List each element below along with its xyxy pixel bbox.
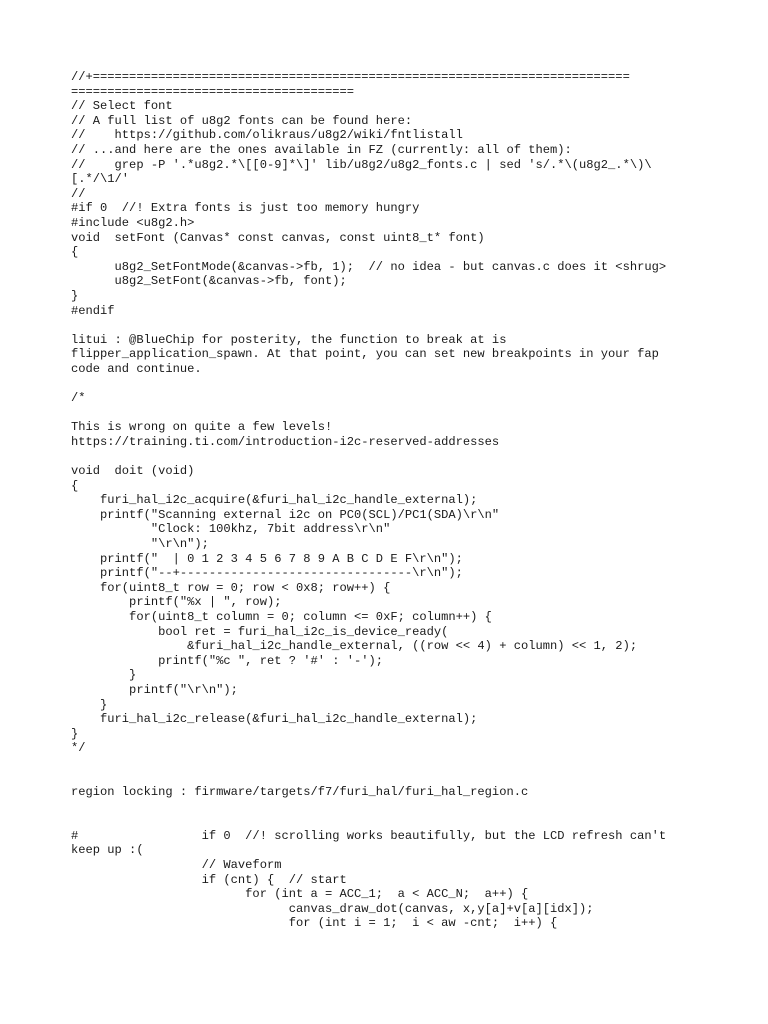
- text-line: // Waveform: [71, 858, 282, 873]
- text-line: printf("%x | ", row);: [71, 595, 282, 610]
- text-line: {: [71, 245, 79, 260]
- text-line: bool ret = furi_hal_i2c_is_device_ready(: [71, 624, 449, 639]
- text-line: [71, 756, 731, 771]
- text-line: */: [71, 741, 86, 756]
- text-line: region locking : firmware/targets/f7/furi_hal/furi_hal_region.c: [71, 785, 529, 800]
- text-line: furi_hal_i2c_acquire(&furi_hal_i2c_handle_external);: [71, 493, 478, 508]
- text-line: [71, 449, 731, 464]
- text-line: }: [71, 668, 137, 683]
- text-line: # if 0 //! scrolling works beautifully, but the LCD refresh can't: [71, 828, 667, 843]
- text-line: // A full list of u8g2 fonts can be found here:: [71, 113, 413, 128]
- text-line: //: [71, 186, 86, 201]
- text-line: }: [71, 288, 79, 303]
- text-line: void doit (void): [71, 464, 195, 479]
- text-line: code and continue.: [71, 361, 202, 376]
- text-line: for(uint8_t row = 0; row < 0x8; row++) {: [71, 580, 391, 595]
- text-line: //+==========================================================================: [71, 70, 630, 84]
- text-line: // grep -P '.*u8g2.*\[[0-9]*\]' lib/u8g2/u8g2_fonts.c | sed 's/.*\(u8g2_.*\)\: [71, 157, 652, 172]
- text-line: &furi_hal_i2c_handle_external, ((row << 4) + column) << 1, 2);: [71, 639, 638, 654]
- text-line: [71, 771, 731, 786]
- text-line: printf(" | 0 1 2 3 4 5 6 7 8 9 A B C D E F\r\n");: [71, 551, 463, 566]
- code-text-block: [71, 70, 731, 931]
- text-line: "Clock: 100khz, 7bit address\r\n": [71, 522, 391, 537]
- text-line: [71, 800, 731, 815]
- text-line: #endif: [71, 303, 115, 318]
- text-line: "\r\n");: [71, 537, 209, 551]
- text-line: keep up :(: [71, 843, 144, 858]
- text-line: for (int a = ACC_1; a < ACC_N; a++) {: [71, 887, 529, 902]
- text-line: for (int i = 1; i < aw -cnt; i++) {: [71, 916, 558, 931]
- text-line: printf("\r\n");: [71, 682, 238, 697]
- text-line: [71, 406, 731, 421]
- text-line: u8g2_SetFontMode(&canvas->fb, 1); // no idea - but canvas.c does it <shrug>: [71, 259, 667, 274]
- text-line: }: [71, 697, 108, 712]
- text-line: for(uint8_t column = 0; column <= 0xF; column++) {: [71, 609, 492, 624]
- text-line: #if 0 //! Extra fonts is just too memory hungry: [71, 201, 420, 216]
- text-line: // https://github.com/olikraus/u8g2/wiki/fntlistall: [71, 128, 463, 143]
- text-line: u8g2_SetFont(&canvas->fb, font);: [71, 274, 347, 289]
- text-line: [71, 376, 731, 391]
- text-line: #include <u8g2.h>: [71, 215, 195, 230]
- text-line: printf("--+--------------------------------\r\n");: [71, 566, 463, 581]
- text-line: canvas_draw_dot(canvas, x,y[a]+v[a][idx]);: [71, 901, 594, 916]
- text-line: /*: [71, 391, 86, 406]
- text-line: // ...and here are the ones available in FZ (currently: all of them):: [71, 142, 572, 157]
- text-line: [71, 318, 731, 333]
- text-line: printf("Scanning external i2c on PC0(SCL)/PC1(SDA)\r\n": [71, 507, 500, 522]
- text-line: }: [71, 726, 79, 741]
- text-line: This is wrong on quite a few levels!: [71, 420, 333, 435]
- text-line: printf("%c ", ret ? '#' : '-');: [71, 653, 384, 668]
- text-line: https://training.ti.com/introduction-i2c-reserved-addresses: [71, 434, 500, 449]
- text-line: void setFont (Canvas* const canvas, const uint8_t* font): [71, 230, 485, 245]
- text-line: if (cnt) { // start: [71, 872, 347, 887]
- text-line: [71, 814, 731, 829]
- text-line: {: [71, 478, 79, 493]
- text-line: =======================================: [71, 84, 355, 99]
- text-line: litui : @BlueChip for posterity, the function to break at is: [71, 332, 507, 347]
- text-line: furi_hal_i2c_release(&furi_hal_i2c_handle_external);: [71, 712, 478, 727]
- text-line: // Select font: [71, 99, 173, 114]
- text-line: flipper_application_spawn. At that point, you can set new breakpoints in your fap: [71, 347, 659, 362]
- text-line: [.*/\1/': [71, 172, 130, 187]
